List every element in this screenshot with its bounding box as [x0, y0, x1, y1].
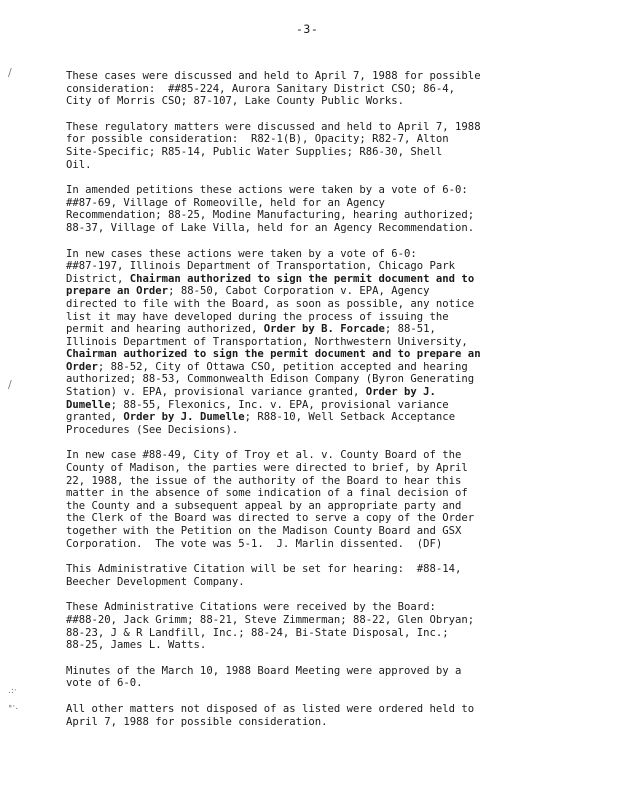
text-line — [66, 348, 548, 361]
text-line — [66, 70, 548, 83]
text-line — [66, 83, 548, 96]
text-segment: ; 88-50, Cabot Corporation v. EPA, Agency — [168, 285, 430, 298]
text-segment: Corporation. The vote was 5-1. J. Marlin dissented. (DF) — [66, 537, 443, 550]
text-line — [66, 146, 548, 159]
text-segment: Station) v. EPA, provisional variance granted, — [66, 386, 366, 399]
text-segment: All other matters not disposed of as listed were ordered held to — [66, 702, 475, 715]
text-segment: granted, — [66, 411, 124, 424]
text-line — [66, 424, 548, 437]
text-segment: These cases were discussed and held to April 7, 1988 for possible — [66, 70, 481, 82]
text-line — [66, 209, 548, 222]
margin-mark: ∕ — [8, 378, 12, 391]
text-segment: In amended petitions these actions were taken by a vote of 6-0: — [66, 184, 468, 197]
text-line — [66, 248, 548, 261]
text-line — [66, 462, 548, 475]
text-line — [66, 500, 548, 513]
text-line — [66, 525, 548, 538]
paragraph — [66, 449, 548, 550]
text-line — [66, 273, 548, 286]
text-segment: Beecher Development Company. — [66, 575, 245, 588]
bold-text: prepare an Order — [66, 285, 169, 298]
text-segment: Site-Specific; R85-14, Public Water Supplies; R86-30, Shell — [66, 145, 443, 158]
text-line — [66, 373, 548, 386]
text-segment: together with the Petition on the Madison County Board and GSX — [66, 525, 462, 537]
text-segment: consideration: ##85-224, Aurora Sanitary District CSO; 86-4, — [66, 82, 456, 95]
text-line — [66, 677, 548, 690]
text-segment: April 7, 1988 for possible consideration. — [66, 715, 328, 728]
text-segment: 88-23, J & R Landfill, Inc.; 88-24, Bi-State Disposal, Inc.; — [66, 626, 449, 639]
paragraph — [66, 601, 548, 651]
text-line — [66, 133, 548, 146]
text-line — [66, 260, 548, 273]
text-segment: ; 88-52, City of Ottawa CSO, petition accepted and hearing — [97, 360, 468, 373]
paragraph — [66, 121, 548, 171]
text-line — [66, 639, 548, 652]
bold-text: Order by B. Forcade — [263, 323, 385, 336]
text-segment: the Clerk of the Board was directed to serve a copy of the Order — [66, 512, 475, 525]
text-line — [66, 716, 548, 729]
margin-mark: ∕ — [8, 66, 12, 79]
text-line — [66, 311, 548, 324]
text-segment: list it may have developed during the process of issuing the — [66, 310, 449, 323]
text-line — [66, 449, 548, 462]
text-segment: In new case #88-49, City of Troy et al. v. County Board of the — [66, 449, 462, 462]
text-segment: ##87-69, Village of Romeoville, held for an Agency — [66, 196, 385, 209]
text-line — [66, 184, 548, 197]
bold-text: Dumelle — [66, 398, 111, 411]
text-segment: Illinois Department of Transportation, Northwestern University, — [66, 335, 468, 348]
bold-text: Chairman authorized to sign the permit document and to — [129, 272, 475, 285]
text-segment: Minutes of the March 10, 1988 Board Meeting were approved by a — [66, 664, 462, 677]
text-line — [66, 475, 548, 488]
text-line — [66, 361, 548, 374]
text-line — [66, 159, 548, 172]
text-segment: District, — [66, 272, 130, 285]
paragraph — [66, 248, 548, 437]
text-segment: 22, 1988, the issue of the authority of the Board to hear this — [66, 474, 462, 487]
text-line — [66, 512, 548, 525]
text-line — [66, 665, 548, 678]
text-line — [66, 197, 548, 210]
text-segment: for possible consideration: R82-1(B), Opacity; R82-7, Alton — [66, 133, 449, 146]
paragraph — [66, 665, 548, 690]
text-line — [66, 121, 548, 134]
text-segment: County of Madison, the parties were directed to brief, by April — [66, 462, 468, 475]
text-segment: permit and hearing authorized, — [66, 323, 264, 336]
text-line — [66, 627, 548, 640]
page-number: -3- — [296, 22, 319, 36]
paragraph — [66, 703, 548, 728]
text-segment: directed to file with the Board, as soon as possible, any notice — [66, 297, 475, 310]
text-line — [66, 95, 548, 108]
bold-text: Order — [66, 360, 98, 373]
text-line — [66, 323, 548, 336]
text-segment: ; R88-10, Well Setback Acceptance — [244, 411, 456, 424]
text-line — [66, 222, 548, 235]
text-segment: Recommendation; 88-25, Modine Manufacturing, hearing authorized; — [66, 209, 475, 222]
text-segment: These Administrative Citations were received by the Board: — [66, 601, 436, 614]
text-line — [66, 703, 548, 716]
text-line — [66, 576, 548, 589]
bold-text: Chairman authorized to sign the permit document and to prepare an — [66, 348, 481, 361]
text-segment: authorized; 88-53, Commonwealth Edison Company (Byron Generating — [66, 373, 475, 386]
text-line — [66, 336, 548, 349]
text-segment: These regulatory matters were discussed and held to April 7, 1988 — [66, 120, 481, 133]
text-segment: ##88-20, Jack Grimm; 88-21, Steve Zimmerman; 88-22, Glen Obryan; — [66, 613, 475, 626]
text-segment: Procedures (See Decisions). — [66, 423, 239, 436]
text-segment: Oil. — [66, 158, 92, 171]
bold-text: Order by J. — [365, 386, 436, 399]
text-line — [66, 386, 548, 399]
text-segment: 88-25, James L. Watts. — [66, 639, 207, 652]
text-segment: matter in the absence of some indication of a final decision of — [66, 487, 468, 500]
text-segment: In new cases these actions were taken by a vote of 6-0: — [66, 247, 417, 260]
text-segment: 88-37, Village of Lake Villa, held for an Agency Recommendation. — [66, 221, 475, 234]
text-line — [66, 614, 548, 627]
text-line — [66, 601, 548, 614]
paragraph — [66, 70, 548, 108]
text-line — [66, 563, 548, 576]
bold-text: Order by J. Dumelle — [123, 411, 245, 424]
text-segment: the County and a subsequent appeal by an appropriate party and — [66, 499, 462, 512]
margin-mark: .:· — [8, 686, 17, 696]
text-line — [66, 285, 548, 298]
text-segment: ; 88-51, — [384, 323, 436, 336]
text-segment: City of Morris CSO; 87-107, Lake County Public Works. — [66, 95, 405, 108]
margin-mark: ∘·. — [8, 702, 19, 712]
paragraph — [66, 184, 548, 234]
text-line — [66, 399, 548, 412]
text-line — [66, 411, 548, 424]
text-segment: vote of 6-0. — [66, 677, 143, 690]
text-line — [66, 298, 548, 311]
text-line — [66, 538, 548, 551]
text-segment: ##87-197, Illinois Department of Transportation, Chicago Park — [66, 260, 456, 273]
text-line — [66, 487, 548, 500]
document-body — [66, 70, 548, 741]
text-segment: This Administrative Citation will be set for hearing: #88-14, — [66, 563, 462, 576]
text-segment: ; 88-55, Flexonics, Inc. v. EPA, provisional variance — [110, 398, 449, 411]
paragraph — [66, 563, 548, 588]
